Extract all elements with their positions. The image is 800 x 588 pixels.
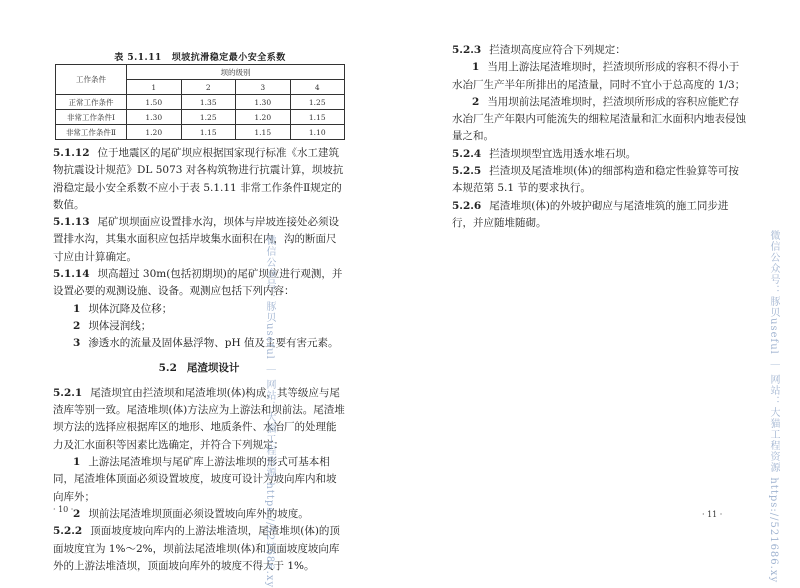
item-number: 2 [73, 507, 81, 520]
clause-number: 5.2.2 [53, 525, 83, 538]
row-condition: 非常工作条件Ⅰ [56, 110, 127, 125]
right-body-text [452, 42, 748, 232]
clause-text: 尾渣坝宜由拦渣坝和尾渣堆坝(体)构成，其等级应与尾渣库等别一致。尾渣堆坝(体)方法应为上游法和坝前法。尾渣堆坝方法的选择应根据库区的地形、地质条件、水冶厂的处理能力及汇水面积等因素比选确定，并符合下列规定： [53, 386, 345, 451]
watermark-right: 微信公众号：豚贝useful ｜ 网站：大猫工程资源 https://521686.xy [768, 230, 779, 584]
cell: 1.20 [236, 110, 291, 125]
clause-text: 拦渣坝及尾渣堆坝(体)的细部构造和稳定性验算等可按本规范第 5.1 节的要求执行。 [452, 165, 739, 195]
left-page [0, 0, 400, 572]
table-number: 表 5.1.11 [114, 53, 162, 63]
list-item [452, 59, 748, 94]
header-condition: 工作条件 [56, 65, 127, 95]
grade-1: 1 [127, 80, 182, 95]
item-number: 2 [73, 319, 81, 332]
clause-5-2-2 [53, 523, 345, 575]
clause-number: 5.1.13 [53, 216, 90, 229]
clause-5-1-12 [53, 145, 345, 214]
cell: 1.25 [181, 110, 236, 125]
item-text: 坝体浸润线； [88, 319, 152, 332]
watermark-center: 微信公众号：豚贝useful ｜ 网站：大猫工程资源 https://521686.xy [264, 235, 275, 588]
clause-5-2-5 [452, 163, 748, 198]
cell: 1.30 [236, 95, 291, 110]
row-condition: 正常工作条件 [56, 95, 127, 110]
cell: 1.20 [127, 125, 182, 140]
row-condition: 非常工作条件Ⅱ [56, 125, 127, 140]
list-item [53, 335, 345, 352]
list-item [53, 506, 345, 523]
safety-factor-table [55, 64, 345, 140]
item-text: 当用坝前法尾渣堆坝时，拦渣坝所形成的容积应能贮存水冶厂生产年限内可能流失的细粒尾渣量和汇水面积内地表侵蚀量之和。 [452, 95, 746, 143]
clause-number: 5.2.3 [452, 44, 482, 56]
clause-5-2-4 [452, 146, 748, 163]
clause-number: 5.2.4 [452, 147, 482, 160]
table-row [56, 125, 345, 140]
clause-number: 5.1.12 [53, 147, 90, 159]
table-row [56, 95, 345, 110]
item-number: 1 [472, 61, 480, 74]
clause-text: 顶面坡度坡向库内的上游法堆渣坝，尾渣堆坝(体)的顶面坡度宜为 1%～2%，坝前法尾渣堆坝(体)和顶面坡度坡向库外的上游法堆渣坝，顶面坡向库外的坡度不得大于 1%。 [53, 525, 340, 572]
left-body-text [53, 145, 345, 575]
item-text: 坝前法尾渣堆坝顶面必须设置坡向库外的坡度。 [88, 507, 309, 520]
clause-5-2-1 [53, 385, 345, 454]
table-caption [55, 50, 345, 63]
clause-5-1-13 [53, 214, 345, 266]
clause-text: 拦渣坝坝型宜选用透水堆石坝。 [489, 147, 637, 160]
clause-number: 5.2.1 [53, 386, 83, 399]
list-item [452, 94, 748, 146]
item-number: 2 [472, 95, 480, 108]
clause-5-1-14 [53, 266, 345, 301]
clause-number: 5.1.14 [53, 268, 90, 281]
item-number: 1 [73, 302, 81, 315]
grade-3: 3 [236, 80, 291, 95]
clause-5-2-3 [452, 42, 748, 59]
list-item [53, 301, 345, 318]
list-item [53, 454, 345, 506]
item-text: 渗透水的流量及固体悬浮物、pH 值及主要有害元素。 [88, 337, 339, 350]
clause-text: 尾矿坝坝面应设置排水沟，坝体与岸坡连接处必须设置排水沟，其集水面积应包括岸坡集水面积在内，沟的断面尺寸应由计算确定。 [53, 216, 340, 263]
page-number: · 11 · [702, 510, 723, 519]
table-row [56, 110, 345, 125]
table-title: 坝坡抗滑稳定最小安全系数 [171, 53, 286, 63]
cell: 1.50 [127, 95, 182, 110]
clause-text: 拦渣坝高度应符合下列规定： [489, 44, 626, 56]
clause-text: 位于地震区的尾矿坝应根据国家现行标准《水工建筑物抗震设计规范》DL 5073 对各构筑物进行抗震计算，坝坡抗滑稳定最小安全系数不应小于表 5.1.11 非常工作条件Ⅱ规定的数值。 [53, 147, 344, 211]
cell: 1.35 [181, 95, 236, 110]
section-number: 5.2 [158, 361, 177, 374]
item-text: 坝体沉降及位移； [88, 302, 173, 315]
clause-5-2-6 [452, 198, 748, 233]
clause-text: 尾渣堆坝(体)的外坡护砌应与尾渣堆筑的施工同步进行，并应随堆随砌。 [452, 199, 729, 229]
grade-4: 4 [290, 80, 345, 95]
section-title: 尾渣坝设计 [186, 361, 240, 374]
cell: 1.30 [127, 110, 182, 125]
cell: 1.25 [290, 95, 345, 110]
item-text: 上游法尾渣堆坝与尾矿库上游法堆坝的形式可基本相同，尾渣堆体顶面必须设置坡度，坡度可设计为坡向库内和坡向库外； [53, 456, 337, 503]
cell: 1.15 [181, 125, 236, 140]
list-item [53, 318, 345, 335]
item-number: 1 [73, 456, 81, 469]
clause-text: 坝高超过 30m(包括初期坝)的尾矿坝应进行观测，并设置必要的观测设施、设备。观测应包括下列内容： [53, 268, 343, 298]
item-number: 3 [73, 337, 81, 350]
cell: 1.15 [290, 110, 345, 125]
cell: 1.10 [290, 125, 345, 140]
page-number: · 10 · [53, 505, 74, 514]
table-header-row [56, 65, 345, 80]
grade-2: 2 [181, 80, 236, 95]
section-heading [53, 360, 345, 377]
cell: 1.15 [236, 125, 291, 140]
clause-number: 5.2.6 [452, 199, 482, 212]
header-grade: 坝的级别 [127, 65, 345, 80]
clause-number: 5.2.5 [452, 165, 482, 178]
item-text: 当用上游法尾渣堆坝时，拦渣坝所形成的容积不得小于水冶厂生产半年所排出的尾渣量，同时不宜小于总高度的 1/3； [452, 61, 746, 91]
